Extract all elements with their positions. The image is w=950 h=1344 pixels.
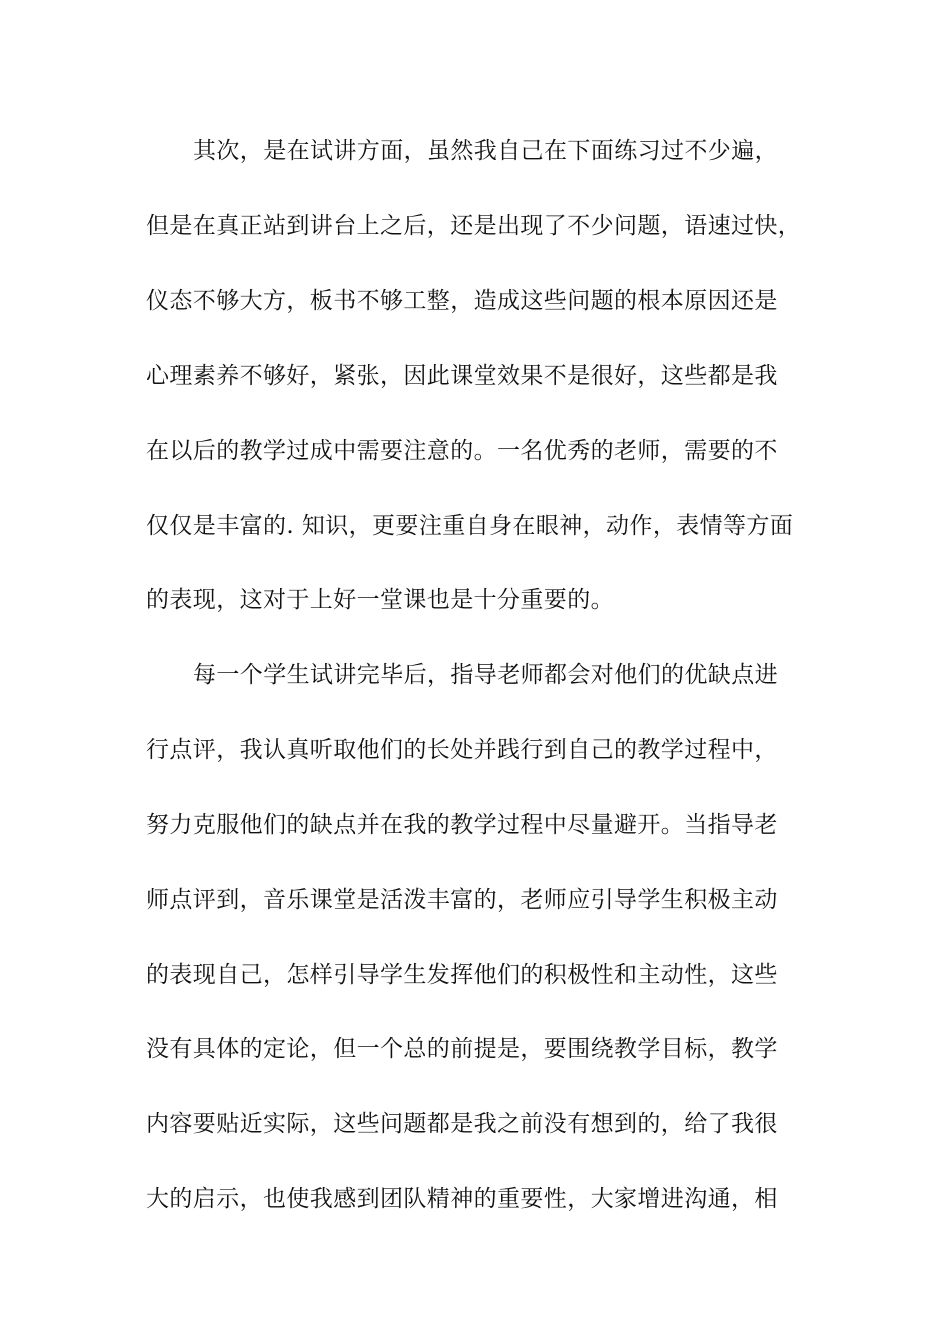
paragraph-2-line-4: 师点评到，音乐课堂是活泼丰富的，老师应引导学生积极主动 [146,887,778,913]
paragraph-2-line-1: 每一个学生试讲完毕后，指导老师都会对他们的优缺点进 [193,662,778,688]
paragraph-2-line-6: 没有具体的定论，但一个总的前提是，要围绕教学目标，教学 [146,1036,778,1062]
paragraph-1-line-7: 的表现，这对于上好一堂课也是十分重要的。 [146,587,614,613]
paragraph-1-line-6: 仅仅是丰富的. 知识，更要注重自身在眼神，动作，表情等方面 [146,513,794,539]
paragraph-2-line-2: 行点评，我认真听取他们的长处并践行到自己的教学过程中， [146,737,778,763]
paragraph-2-line-7: 内容要贴近实际，这些问题都是我之前没有想到的，给了我很 [146,1111,778,1137]
paragraph-1-line-5: 在以后的教学过成中需要注意的。一名优秀的老师，需要的不 [146,438,778,464]
paragraph-1-line-3: 仪态不够大方，板书不够工整，造成这些问题的根本原因还是 [146,288,778,314]
paragraph-1-line-4: 心理素养不够好，紧张，因此课堂效果不是很好，这些都是我 [146,363,778,389]
paragraph-2-line-5: 的表现自己，怎样引导学生发挥他们的积极性和主动性，这些 [146,962,778,988]
paragraph-2-line-3: 努力克服他们的缺点并在我的教学过程中尽量避开。当指导老 [146,812,778,838]
paragraph-1-line-2: 但是在真正站到讲台上之后，还是出现了不少问题，语速过快， [146,213,802,239]
paragraph-2-line-8: 大的启示，也使我感到团队精神的重要性，大家增进沟通，相 [146,1186,778,1212]
paragraph-1-line-1: 其次，是在试讲方面，虽然我自己在下面练习过不少遍， [193,138,778,164]
